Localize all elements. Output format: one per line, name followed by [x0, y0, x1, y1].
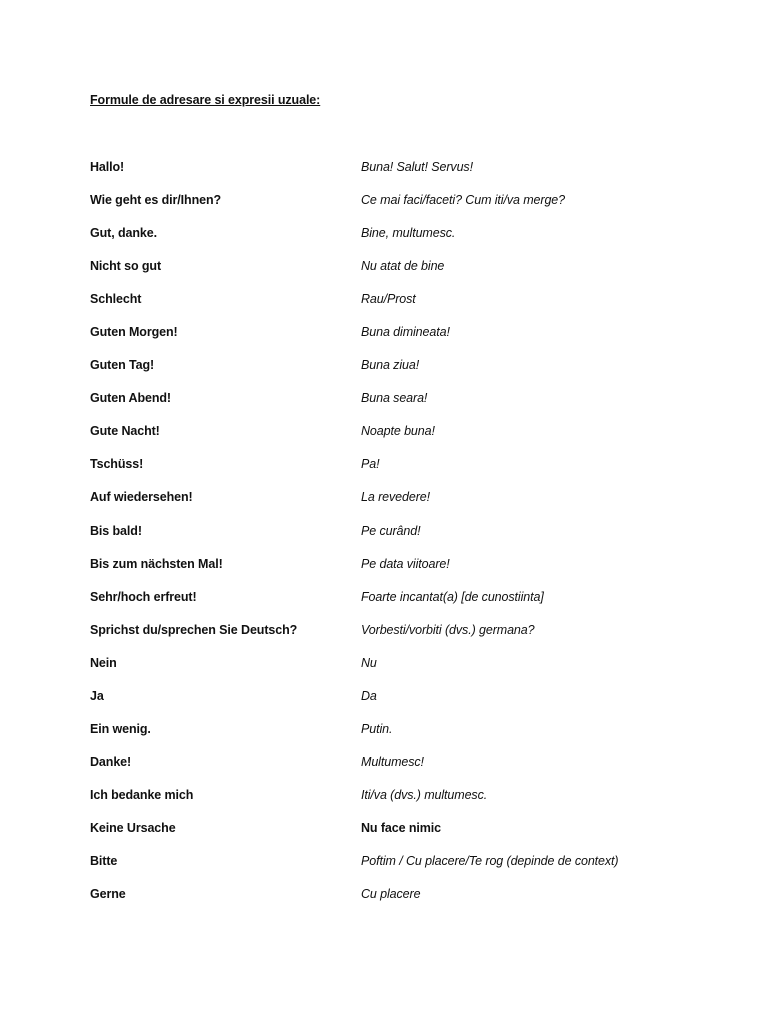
german-phrase: Sprichst du/sprechen Sie Deutsch?: [90, 622, 298, 637]
document-title: Formule de adresare si expresii uzuale:: [90, 93, 321, 107]
german-phrase: Keine Ursache: [90, 820, 176, 835]
german-phrase: Guten Abend!: [90, 391, 171, 406]
german-phrase: Gerne: [90, 887, 126, 902]
phrase-row: [0, 323, 768, 356]
romanian-translation: Vorbesti/vorbiti (dvs.) germana?: [361, 622, 535, 637]
german-phrase: Hallo!: [90, 160, 125, 174]
phrase-row: [0, 819, 768, 852]
phrase-row: [0, 224, 768, 257]
romanian-translation: Da: [361, 688, 377, 703]
phrase-row: [0, 687, 768, 720]
romanian-translation: Pe curând!: [361, 523, 421, 538]
phrase-row: [0, 389, 768, 422]
romanian-translation: Poftim / Cu placere/Te rog (depinde de context): [361, 853, 619, 868]
german-phrase: Bitte: [90, 853, 118, 868]
romanian-translation: Bine, multumesc.: [361, 226, 456, 241]
phrase-row: [0, 720, 768, 753]
romanian-translation: Nu atat de bine: [361, 259, 445, 274]
german-phrase: Bis bald!: [90, 523, 142, 538]
phrase-row: [0, 290, 768, 323]
romanian-translation: Buna ziua!: [361, 358, 420, 373]
german-phrase: Ich bedanke mich: [90, 787, 194, 802]
phrase-row: [0, 786, 768, 819]
german-phrase: Wie geht es dir/Ihnen?: [90, 193, 222, 208]
german-phrase: Auf wiedersehen!: [90, 490, 193, 505]
german-phrase: Ein wenig.: [90, 721, 151, 736]
phrase-row: [0, 422, 768, 455]
phrase-row: [0, 753, 768, 786]
phrase-row: [0, 488, 768, 521]
german-phrase: Ja: [90, 688, 104, 703]
german-phrase: Nein: [90, 655, 117, 670]
romanian-translation: Rau/Prost: [361, 292, 416, 307]
romanian-translation: Buna dimineata!: [361, 325, 450, 340]
romanian-translation: Foarte incantat(a) [de cunostiinta]: [361, 589, 544, 604]
phrase-row: [0, 555, 768, 588]
romanian-translation: Multumesc!: [361, 754, 424, 769]
romanian-translation: Nu face nimic: [361, 820, 441, 835]
phrase-row: [0, 654, 768, 687]
phrase-row: [0, 522, 768, 555]
romanian-translation: Iti/va (dvs.) multumesc.: [361, 787, 488, 802]
german-phrase: Sehr/hoch erfreut!: [90, 589, 197, 604]
romanian-translation: La revedere!: [361, 490, 430, 505]
romanian-translation: Pe data viitoare!: [361, 556, 450, 571]
phrase-row: [0, 455, 768, 488]
german-phrase: Bis zum nächsten Mal!: [90, 556, 223, 571]
phrase-row: [0, 356, 768, 389]
romanian-translation: Putin.: [361, 721, 393, 736]
romanian-translation: Cu placere: [361, 887, 421, 902]
german-phrase: Gut, danke.: [90, 226, 157, 241]
german-phrase: Tschüss!: [90, 457, 144, 472]
german-phrase: Guten Tag!: [90, 358, 155, 373]
romanian-translation: Nu: [361, 655, 377, 670]
phrase-row: [0, 191, 768, 224]
phrase-row: [0, 158, 768, 191]
romanian-translation: Noapte buna!: [361, 424, 435, 439]
german-phrase: Danke!: [90, 754, 132, 769]
german-phrase: Guten Morgen!: [90, 325, 178, 340]
romanian-translation: Ce mai faci/faceti? Cum iti/va merge?: [361, 193, 566, 208]
phrase-row: [0, 852, 768, 885]
phrase-row: [0, 588, 768, 621]
german-phrase: Schlecht: [90, 292, 142, 307]
romanian-translation: Buna seara!: [361, 391, 428, 406]
phrase-row: [0, 621, 768, 654]
phrase-row: [0, 885, 768, 918]
german-phrase: Gute Nacht!: [90, 424, 160, 439]
romanian-translation: Pa!: [361, 457, 380, 472]
romanian-translation: Buna! Salut! Servus!: [361, 160, 473, 174]
phrase-list: [0, 158, 768, 918]
german-phrase: Nicht so gut: [90, 259, 162, 274]
phrase-row: [0, 257, 768, 290]
